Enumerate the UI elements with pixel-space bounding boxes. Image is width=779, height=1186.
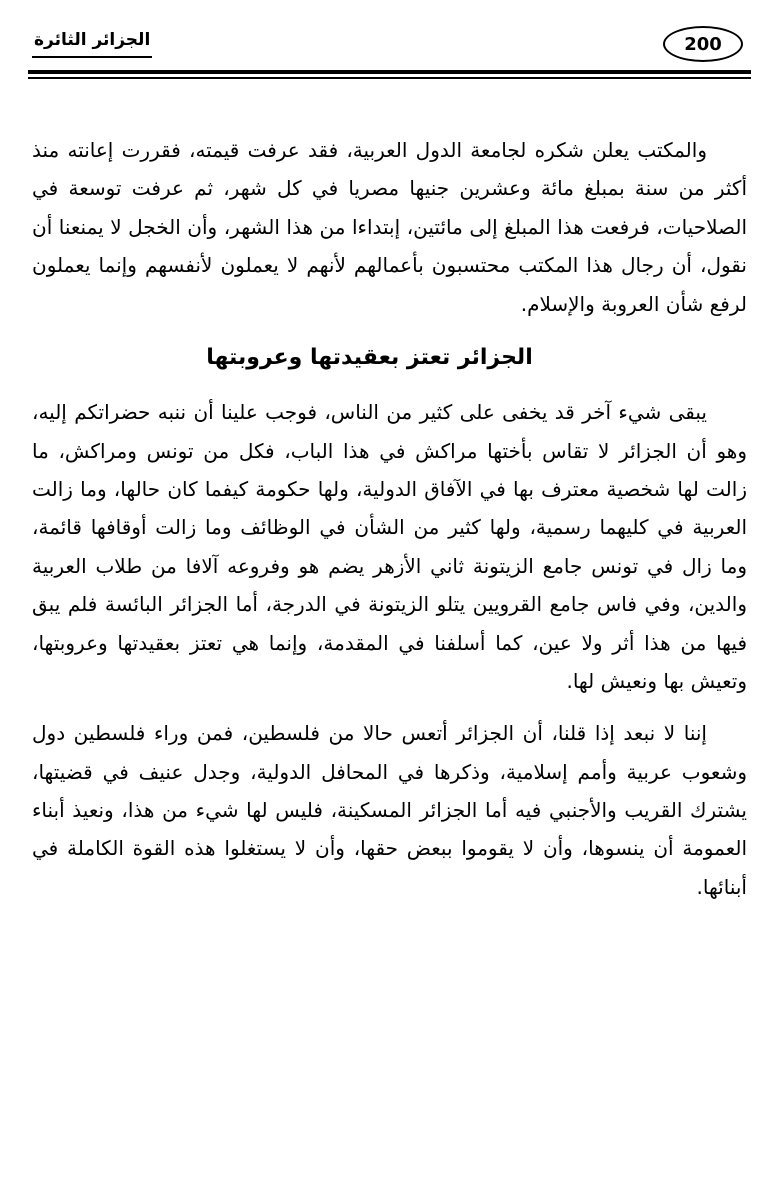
paragraph: إننا لا نبعد إذا قلنا، أن الجزائر أتعس حالا من فلسطين، فمن وراء فلسطين دول وشعوب عربية وأمم إسلامية، وذكرها في المحافل الدولية، وجدل عنيف في قضيتها، يشترك القريب والأجنبي فيه أما الجزائر المسكينة، فليس لها شيء من هذا، ونعيذ أبناء العمومة أن ينسوها، وأن لا يقوموا ببعض حقها، وأن لا يستغلوا هذه القوة الكاملة في أبنائها. [32,721,747,899]
paragraph: يبقى شيء آخر قد يخفى على كثير من الناس، فوجب علينا أن ننبه حضراتكم إليه، وهو أن الجزائر لا تقاس بأختها مراكش في هذا الباب، فكل من تونس ومراكش، ما زالت لها شخصية معترف بها في الآفاق الدولية، ولها حكومة كيفما كان حالها، وما زالت العربية في كليهما رسمية، ولها كثير من الشأن في الوظائف وما زالت أوقافها قائمة، وما زال في تونس جامع الزيتونة ثاني الأزهر يضم هو وفروعه آلافا من طلاب العربية والدين، وفي فاس جامع القرويين يتلو الزيتونة في الدرجة، أما الجزائر البائسة فلم يبق فيها من هذا أثر ولا عين، كما أسلفنا في المقدمة، وإنما هي تعتز بعقيدتها وعروبتها، وتعيش بها ونعيش لها. [32,400,747,693]
book-title: الجزائر الثائرة [32,30,152,58]
page-number: 200 [684,33,722,55]
header-divider [28,70,751,79]
page-header [28,26,751,62]
section-heading: الجزائر تعتز بعقيدتها وعروبتها [206,344,533,370]
page-number-badge [663,26,743,62]
divider-thick-line [28,70,751,74]
divider-thin-line [28,77,751,79]
paragraph: والمكتب يعلن شكره لجامعة الدول العربية، فقد عرفت قيمته، فقررت إعانته منذ أكثر من سنة بمبلغ مائة وعشرين جنيها مصريا في كل شهر، ثم عرفت توسعة في الصلاحيات، فرفعت هذا المبلغ إلى مائتين، إبتداءا من هذا الشهر، وأن الخجل لا يمنعنا أن نقول، أن رجال هذا المكتب محتسبون بأعمالهم لأنهم لا يعملون لأنفسهم وإنما يعملون لرفع شأن العروبة والإسلام. [32,138,747,316]
page-body-text [28,131,751,906]
